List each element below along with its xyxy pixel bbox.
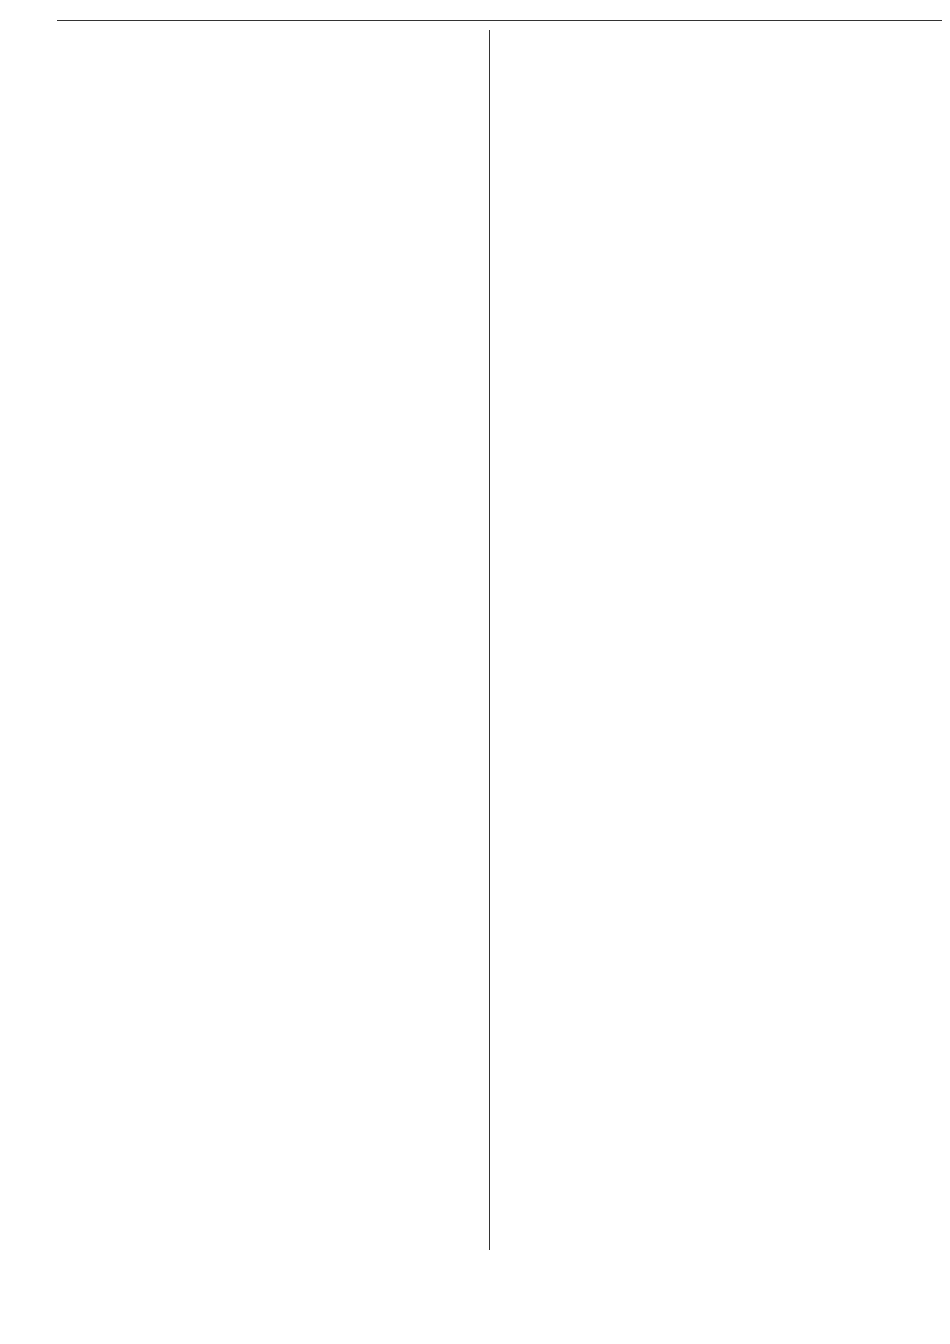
top-rule (57, 20, 942, 21)
right-table-header (500, 41, 945, 63)
column-divider (489, 30, 490, 1250)
left-column (45, 34, 485, 90)
right-column (500, 41, 945, 67)
left-table-header (45, 34, 485, 56)
